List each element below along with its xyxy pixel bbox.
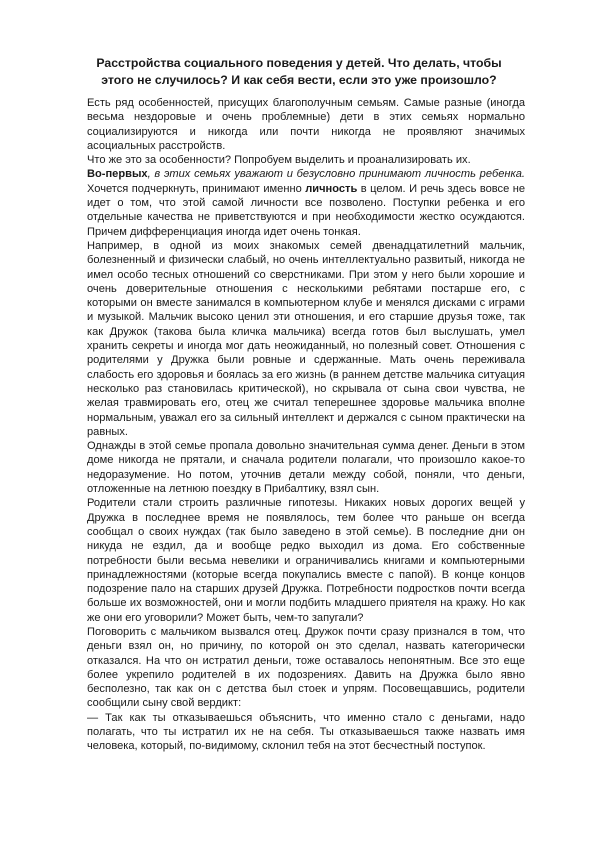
paragraph-intro: Есть ряд особенностей, присущих благополучным семьям. Самые разные (иногда весьма нездоровые и очень проблемные) дети в этих семьях нормально социализируются и никогда или почти никогда не проявляют значимых асоциальных расстройств. xyxy=(87,97,525,152)
lead-word: Во-первых xyxy=(87,168,148,181)
text-fragment: в целом. И речь здесь вовсе не идет о том, что этой самой личности все позволено. Поступки ребенка и его отдельные качества не приветствуются и при необходимости жестко осуждаются. Причем дифференциация иногда идет очень тонкая. xyxy=(87,182,526,238)
paragraph-conversation: Поговорить с мальчиком вызвался отец. Дружок почти сразу признался в том, что деньги взял он, но причину, по которой он это сделал, назвать категорически отказался. На что он истратил деньги, тоже оставалось непонятным. Все это еще более укрепило родителей в их подозрениях. Давить на Дружка было явно бесполезно, так как он с детства был стоек и упрям. Посовещавшись, родители сообщили сыну свой вердикт: xyxy=(87,625,525,710)
italic-statement: , в этих семьях уважают и безусловно принимают личность ребенка. xyxy=(147,168,525,181)
paragraph-first-point xyxy=(87,167,525,238)
paragraph-question: Что же это за особенности? Попробуем выделить и проанализировать их. xyxy=(87,154,471,167)
document-body xyxy=(87,96,525,754)
paragraph-hypotheses: Родители стали строить различные гипотезы. Никаких новых дорогих вещей у Дружка в последнее время не появлялось, тем более что раньше он всегда сообщал о своих нуждах (так было заведено в этой семье). В последние дни он никуда не ездил, да и вообще редко выходил из дома. Его собственные потребности были весьма невелики и ограничивались книгами и компьютерными принадлежностями (которые всегда покупались вместе с папой). В конце концов подозрение пало на старших друзей Дружка. Потребности подростков почти всегда больше их возможностей, они и могли подбить младшего приятеля на кражу. Но как же они его уговорили? Может быть, чем-то запугали? xyxy=(87,497,525,624)
document-title: Расстройства социального поведения у детей. Что делать, чтобы этого не случилось? И как себя вести, если это уже произошло? xyxy=(96,56,502,87)
paragraph-money-lost: Однажды в этой семье пропала довольно значительная сумма денег. Деньги в этом доме никогда не прятали, и сначала родители полагали, что произошло какое-то недоразумение. Но потом, уточнив детали между собой, поняли, что деньги, отложенные на летнюю поездку в Прибалтику, взял сын. xyxy=(87,440,525,496)
paragraph-example: Например, в одной из моих знакомых семей двенадцатилетний мальчик, болезненный и физически слабый, но очень интеллектуально развитый, никогда не имел особо тесных отношений со сверстниками. При этом у него были хорошие и очень доверительные отношения с несколькими ребятами постарше его, с которыми он вместе занимался в компьютерном клубе и менялся дисками с играми и музыкой. Мальчик высоко ценил эти отношения, и его старшие друзья тоже, так как Дружок (такова была кличка мальчика) всегда готов был выслушать, умел хранить секреты и иногда мог дать неожиданный, но полезный совет. Отношения с родителями у Дружка были ровные и сдержанные. Мать очень переживала слабость его здоровья и боялась за его жизнь (в раннем детстве мальчика ситуация несколько раз становилась критической), но скрывала от сына свои чувства, не желая травмировать его, отец же считал теперешнее здоровье мальчика вполне нормальным, уважал его за сильный интеллект и держался с сыном практически на равных. xyxy=(87,239,525,438)
bold-word: личность xyxy=(305,182,358,195)
text-fragment: Хочется подчеркнуть, принимают именно xyxy=(87,182,306,195)
paragraph-verdict: — Так как ты отказываешься объяснить, что именно стало с деньгами, надо полагать, что ты истратил их не на себя. Ты отказываешься также назвать имя человека, который, по-видимому, склонил тебя на этот бесчестный поступок. xyxy=(87,711,525,753)
